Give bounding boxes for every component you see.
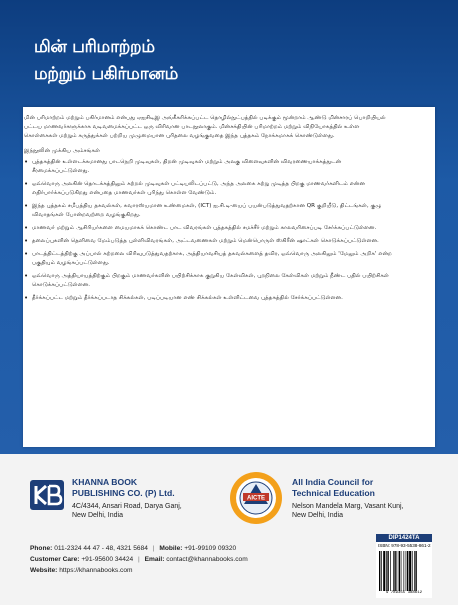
- book-title: [34, 34, 178, 88]
- aicte-address-line-2: New Delhi, India: [292, 512, 343, 519]
- barcode-bar: [415, 551, 416, 591]
- highlight-text: ஒவ்வொரு அலகின் தொடக்கத்திலும் கற்றல் முடிவுகள் பட்டியலிடப்பட்டு, அந்த அலகை கற்று முடித்த பிறகு மாணவர்களிடம் என்ன எதிர்பார்க்கப்படுகிறது என்பதை மாணவர்கள் புரிந்து கொள்ள வேண்டும்.: [32, 181, 365, 196]
- title-line-1: மின் பரிமாற்றம்: [34, 37, 155, 57]
- highlight-item: [24, 180, 394, 198]
- title-line-2: மற்றும் பகிர்மானம்: [34, 64, 178, 84]
- customer-care-label: Customer Care:: [30, 556, 80, 563]
- aicte-address-line-1: Nelson Mandela Marg, Vasant Kunj,: [292, 503, 404, 510]
- bullet-icon: •: [24, 202, 29, 210]
- mobile-label: Mobile:: [159, 545, 183, 552]
- email-label: Email:: [144, 556, 165, 563]
- highlight-text: பாடத்திட்டத்திற்கு அப்பால் கற்றலை விரிவுபடுத்துவதற்காக, அத்தியாவசியத் தகவல்களைத் தவிர, ஒவ்வொரு அலகிலும் 'மேலும் அறிக' என்ற பகுதியும் வழங்கப்பட்டுள்ளது.: [32, 251, 392, 266]
- mobile-value[interactable]: +91-99109 09320: [184, 545, 237, 552]
- aicte-name-line-2: Technical Education: [292, 488, 375, 498]
- phone-label: Phone:: [30, 545, 53, 552]
- contact-line-care: [30, 554, 248, 565]
- intro-paragraph: மின் பரிமாற்றம் மற்றும் பகிர்மானம் என்பது ஏஐசிடிஇ அங்கீகரிக்கப்பட்ட தொழில்நுட்பத்தில் படிக்கும் மூன்றாம் ஆண்டு மின்சாரப் பொறியியல் பட்டய மாணவர்களுக்காக வடிவமைக்கப்பட்ட ஒரு விரிவான பாடநூலாகும். மின்சக்தியின் பரிமாற்றம் மற்றும் விநியோகத்தில் உள்ள கொள்கைகள் மற்றும் கருத்துக்கள் பற்றிய முழுமையான புரிதலை வழங்குவதை இந்த புத்தகம் நோக்கமாகக் கொண்டுள்ளது.: [24, 115, 386, 139]
- highlight-item: [24, 202, 394, 220]
- barcode-bar: [409, 551, 411, 591]
- bullet-icon: •: [24, 294, 29, 302]
- barcode-bar: [394, 551, 395, 591]
- bullet-icon: •: [24, 250, 29, 258]
- barcode-bar: [390, 551, 391, 591]
- publisher-address-line-1: 4C/4344, Ansari Road, Darya Ganj,: [72, 503, 182, 510]
- publisher-address: [72, 502, 182, 520]
- website-label: Website:: [30, 567, 58, 574]
- highlights-heading: இந்நூலின் முக்கிய அம்சங்கள்: [24, 148, 101, 154]
- aicte-name: [292, 477, 375, 499]
- aicte-name-line-1: All India Council for: [292, 477, 374, 487]
- aicte-address: [292, 502, 404, 520]
- website-link[interactable]: https://khannabooks.com: [59, 567, 133, 574]
- highlight-text: தலைப்புகளின் தெளிவை மேம்படுத்த புள்ளிவிவரங்கள், அட்டவணைகள் மற்றும் மென்பொருள் ஸ்கிரீன் ஷாட்கள் கொடுக்கப்பட்டுள்ளன.: [32, 238, 379, 244]
- highlight-text: தீர்க்கப்பட்ட மற்றும் தீர்க்கப்படாத சிக்கல்கள், படிப்படியான எண் சிக்கல்கள் உள்ளிட்டவை புத்தகத்தில் சேர்க்கப்பட்டுள்ளன.: [32, 295, 343, 301]
- highlights-list: [24, 158, 394, 303]
- highlight-item: [24, 237, 394, 246]
- barcode-bar: [383, 551, 385, 591]
- barcode-bar: [414, 551, 415, 591]
- publisher-name-line-1: KHANNA BOOK: [72, 477, 138, 487]
- barcode-bar: [407, 551, 408, 591]
- book-code: DIP1424TA: [376, 534, 432, 542]
- highlight-item: [24, 294, 394, 303]
- highlight-text: இந்த புத்தகம் சமீபத்திய தகவல்கள், சுவாரஸ்யமான உண்மைகள், (ICT) ஐ.சி.டி-யைப் பயன்படுத்துவதற்கான QR குறியீடு, திட்டங்கள், குழு விவாதங்கள் போன்றவற்றை வழங்குகிறது.: [32, 203, 382, 218]
- aicte-seal-logo: [228, 470, 284, 526]
- phone-value[interactable]: 011-2324 44 47 - 48, 4321 5684: [54, 545, 148, 552]
- barcode-bar: [381, 551, 382, 591]
- description-text: [24, 114, 394, 307]
- isbn-text: ISBN: 978-93-5538-861-2: [378, 543, 431, 548]
- bullet-icon: •: [24, 158, 29, 166]
- bullet-icon: •: [24, 224, 29, 232]
- highlight-text: ஒவ்வொரு அத்தியாயத்திற்கும் பிறகும் மாணவர்களின் பயிற்சிக்காக குறுகிய கேள்விகள், புறநிலை கேள்விகள் மற்றும் நீண்ட பதில் பயிற்சிகள் கொடுக்கப்பட்டுள்ளன.: [32, 273, 389, 288]
- contact-line-phone: [30, 543, 248, 554]
- barcode-bar: [406, 551, 407, 591]
- highlight-text: புத்தகத்தின் உள்ளடக்கமானது பாடநெறி முடிவுகள், திறன் முடிவுகள் மற்றும் அலகு விளைவுகளின் விவரணையாக்கத்துடன் சீரமைக்கப்பட்டுள்ளது.: [32, 159, 342, 174]
- separator: |: [138, 556, 140, 563]
- publisher-address-line-2: New Delhi, India: [72, 512, 123, 519]
- barcode-bar: [387, 551, 388, 591]
- highlight-item: [24, 158, 394, 176]
- highlight-item: [24, 250, 394, 268]
- barcode-bar: [386, 551, 387, 591]
- bullet-icon: •: [24, 272, 29, 280]
- separator: |: [152, 545, 155, 552]
- khanna-book-logo: [28, 476, 66, 514]
- customer-care-value[interactable]: +91-95600 34424: [81, 556, 134, 563]
- bullet-icon: •: [24, 237, 29, 245]
- barcode-bar: [397, 551, 398, 591]
- highlight-item: [24, 272, 394, 290]
- barcode-bar: [404, 551, 405, 591]
- aicte-logo-text: AICTE: [247, 495, 265, 502]
- highlight-item: [24, 224, 394, 233]
- barcode-bar: [399, 551, 400, 591]
- barcode-number: 9 789355 388612: [385, 591, 422, 595]
- highlight-text: மாணவர் மற்றும் ஆசிரியர்களை மையமாகக் கொண்ட பாட விவரங்கள் புத்தகத்தில் சமச்சீர் மற்றும் காலவரிசைப்படி சேர்க்கப்பட்டுள்ளன.: [32, 225, 377, 231]
- email-link[interactable]: contact@khannabooks.com: [166, 556, 248, 563]
- contact-info: [30, 543, 248, 576]
- isbn-barcode: [378, 551, 430, 591]
- barcode-bar: [412, 551, 413, 591]
- bullet-icon: •: [24, 180, 29, 188]
- publisher-name: [72, 477, 175, 499]
- barcode-bar: [393, 551, 394, 591]
- publisher-name-line-2: PUBLISHING CO. (P) Ltd.: [72, 488, 175, 498]
- contact-line-web: [30, 565, 248, 576]
- barcode-bar: [401, 551, 402, 591]
- barcode-bar: [379, 551, 380, 591]
